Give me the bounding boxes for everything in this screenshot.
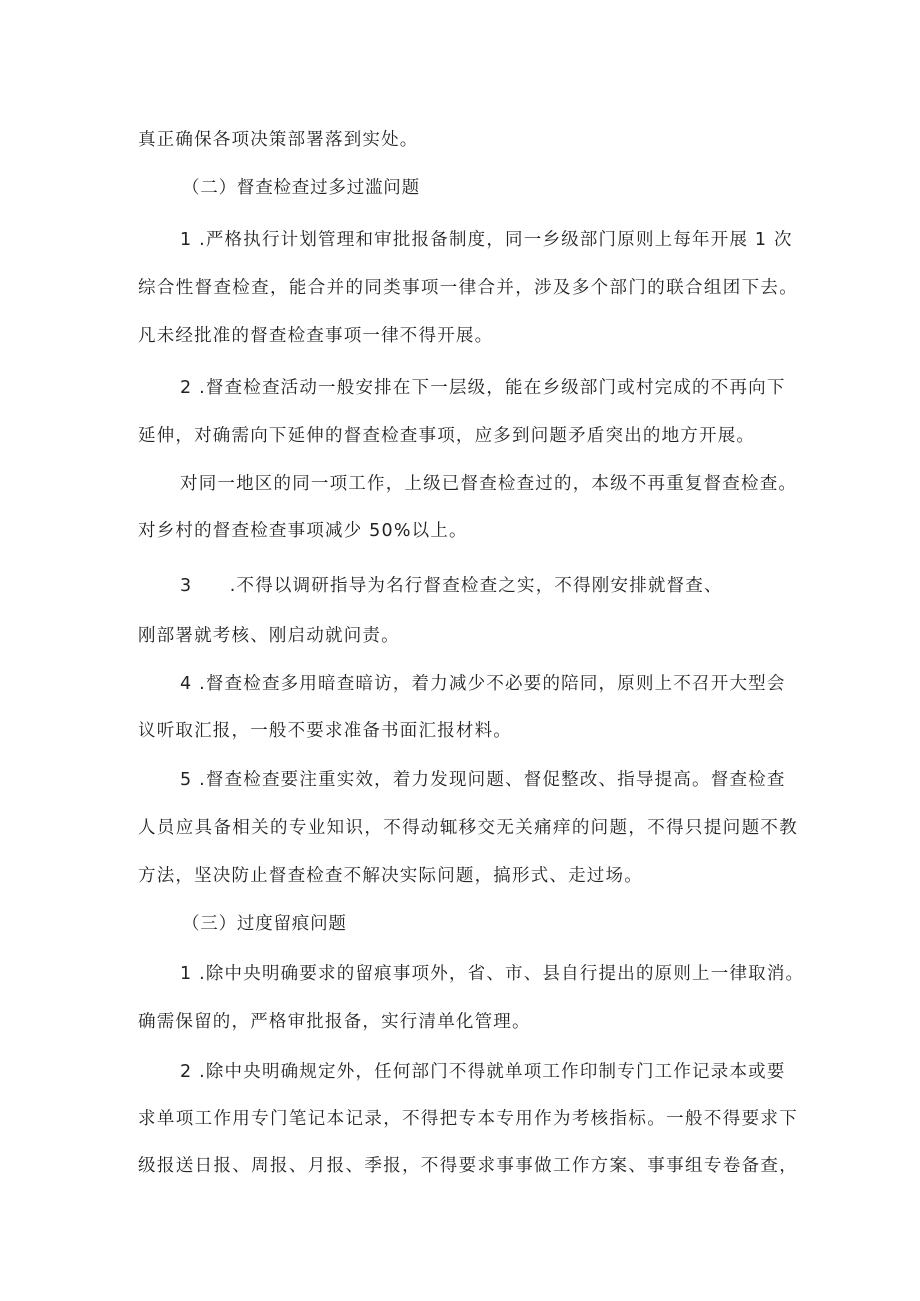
paragraph-line: 刚部署就考核、刚启动就问责。 — [138, 626, 400, 646]
paragraph-line: 延伸，对确需向下延伸的督查检查事项，应多到问题矛盾突出的地方开展。 — [138, 426, 756, 446]
paragraph-line: 综合性督查检查，能合并的同类事项一律合并，涉及多个部门的联合组团下去。 — [138, 278, 798, 298]
paragraph-line: 凡未经批准的督查检查事项一律不得开展。 — [138, 326, 494, 346]
paragraph-line: 确需保留的，严格审批报备，实行清单化管理。 — [138, 1012, 531, 1032]
paragraph-line: 真正确保各项决策部署落到实处。 — [138, 130, 419, 150]
paragraph-line: 人员应具备相关的专业知识，不得动辄移交无关痛痒的问题，不得只提问题不教 — [138, 818, 798, 838]
paragraph-line: 级报送日报、周报、月报、季报，不得要求事事做工作方案、事事组专卷备查， — [138, 1156, 798, 1176]
paragraph-line: 5 .督查检查要注重实效，着力发现问题、督促整改、指导提高。督查检查 — [180, 770, 786, 790]
paragraph-line: 3 .不得以调研指导为名行督查检查之实，不得刚安排就督查、 — [180, 576, 723, 596]
paragraph-line: 求单项工作用专门笔记本记录，不得把专本专用作为考核指标。一般不得要求下 — [138, 1109, 798, 1129]
paragraph-line: 4 .督查检查多用暗查暗访，着力减少不必要的陪同，原则上不召开大型会 — [180, 674, 786, 694]
paragraph-line: 1 .严格执行计划管理和审批报备制度，同一乡级部门原则上每年开展 1 次 — [180, 230, 793, 250]
paragraph-line: 1 .除中央明确要求的留痕事项外，省、市、县自行提出的原则上一律取消。 — [180, 964, 805, 984]
paragraph-line: 议听取汇报，一般不要求准备书面汇报材料。 — [138, 721, 512, 741]
section-heading: （三）过度留痕问题 — [182, 914, 347, 934]
paragraph-line: 2 .除中央明确规定外，任何部门不得就单项工作印制专门工作记录本或要 — [180, 1062, 786, 1082]
section-heading: （二）督查检查过多过滥问题 — [182, 178, 420, 198]
paragraph-line: 对同一地区的同一项工作，上级已督查检查过的，本级不再重复督查检查。 — [180, 474, 798, 494]
paragraph-line: 2 .督查检查活动一般安排在下一层级，能在乡级部门或村完成的不再向下 — [180, 378, 786, 398]
paragraph-line: 方法，坚决防止督查检查不解决实际问题，搞形式、走过场。 — [138, 866, 643, 886]
paragraph-line: 对乡村的督查检查事项减少 50%以上。 — [138, 521, 468, 541]
